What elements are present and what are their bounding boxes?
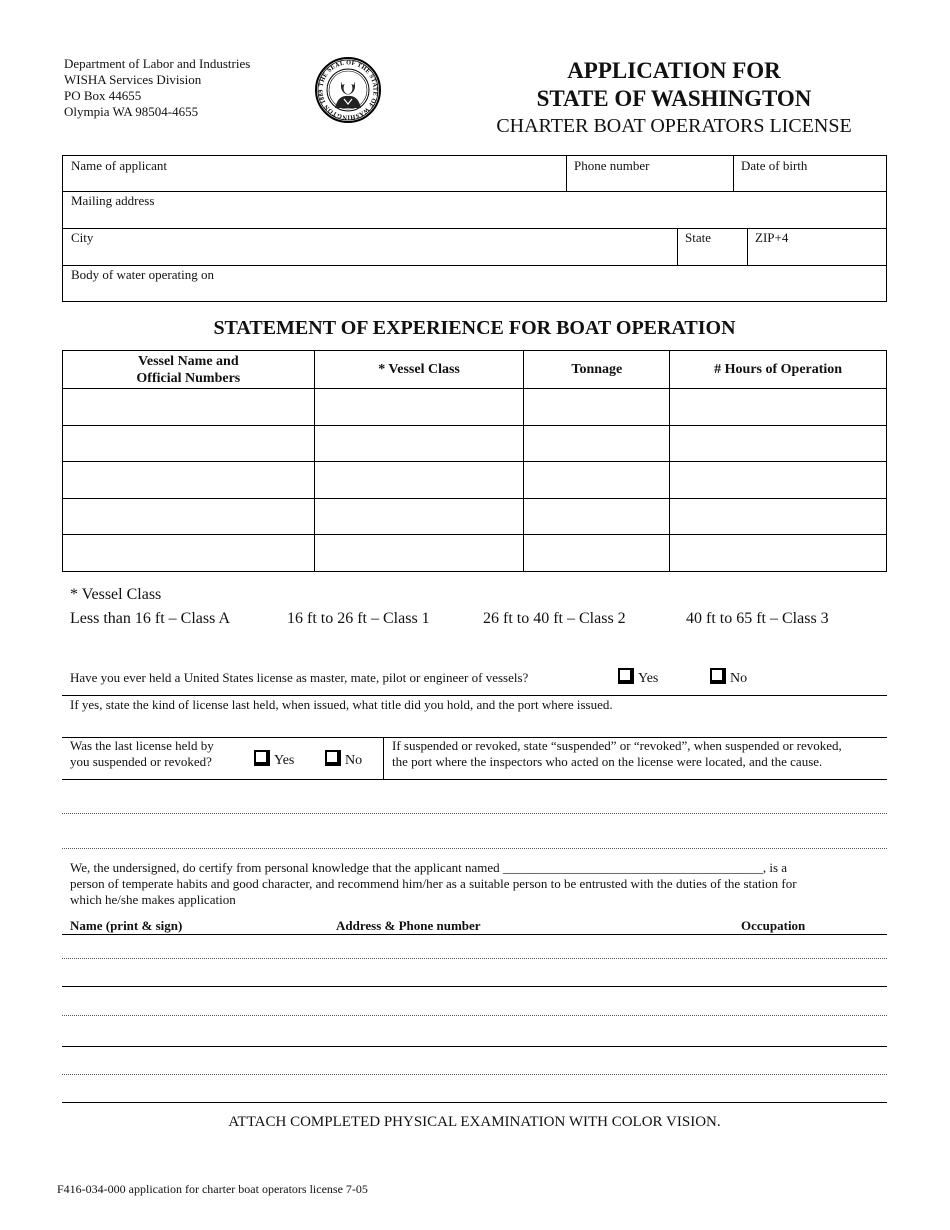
table-cell[interactable]	[670, 462, 887, 499]
title-line-1: APPLICATION FOR	[567, 58, 781, 83]
col-hours: # Hours of Operation	[670, 351, 887, 389]
date-of-birth-label: Date of birth	[741, 158, 808, 173]
table-cell[interactable]	[524, 389, 670, 426]
table-cell[interactable]	[63, 535, 315, 572]
table-row	[63, 389, 887, 426]
checkbox-no[interactable]	[710, 668, 726, 684]
signature-line[interactable]	[62, 958, 887, 959]
state-field[interactable]	[677, 228, 747, 265]
body-of-water-label: Body of water operating on	[71, 267, 214, 282]
zip-label: ZIP+4	[755, 230, 789, 245]
table-cell[interactable]	[63, 462, 315, 499]
license-yes-option[interactable]: Yes	[618, 668, 658, 687]
col-address-phone: Address & Phone number	[336, 918, 481, 933]
city-field[interactable]	[63, 228, 677, 265]
phone-number-label: Phone number	[574, 158, 650, 173]
department-address	[64, 56, 250, 120]
title-line-3: CHARTER BOAT OPERATORS LICENSE	[496, 115, 852, 137]
applicant-name-field[interactable]	[63, 156, 566, 191]
table-row	[63, 425, 887, 462]
dept-line: PO Box 44655	[64, 88, 142, 103]
vessel-class-heading: * Vessel Class	[70, 586, 162, 603]
svg-text:THE SEAL OF THE STATE OF WASHI: THE SEAL OF THE STATE OF WASHINGTON 1889	[317, 59, 379, 121]
table-cell[interactable]	[670, 498, 887, 535]
dept-line: Department of Labor and Industries	[64, 56, 251, 71]
vessel-class-3: 40 ft to 65 ft – Class 3	[686, 610, 829, 627]
dept-line: Olympia WA 98504-4655	[64, 104, 199, 119]
table-cell[interactable]	[524, 498, 670, 535]
table-cell[interactable]	[63, 498, 315, 535]
table-cell[interactable]	[670, 535, 887, 572]
question-license-details: If yes, state the kind of license last held, when issued, what title did you hold, and the port where issued.	[70, 697, 613, 712]
table-cell[interactable]	[314, 462, 524, 499]
table-row	[63, 462, 887, 499]
certification-text: We, the undersigned, do certify from personal knowledge that the applicant named ________________________________________, is a person of temperate habits and good character, and recommend him/her as a suitable person to be entrusted with the duties of the station for which he/she makes application	[70, 860, 797, 907]
state-seal-icon	[314, 56, 382, 124]
table-cell[interactable]	[314, 389, 524, 426]
divider	[62, 934, 887, 935]
divider	[62, 695, 887, 696]
table-cell[interactable]	[524, 425, 670, 462]
experience-table	[62, 350, 887, 572]
table-cell[interactable]	[524, 462, 670, 499]
state-label: State	[685, 230, 711, 245]
signature-line[interactable]	[62, 986, 887, 987]
suspended-yes-option[interactable]: Yes	[254, 750, 294, 769]
table-cell[interactable]	[670, 389, 887, 426]
col-vessel-class: * Vessel Class	[314, 351, 524, 389]
table-cell[interactable]	[63, 389, 315, 426]
table-cell[interactable]	[524, 535, 670, 572]
signature-line[interactable]	[62, 1074, 887, 1075]
signature-line[interactable]	[62, 1102, 887, 1103]
table-row	[63, 535, 887, 572]
question-license-held: Have you ever held a United States license as master, mate, pilot or engineer of vessels?	[70, 670, 529, 685]
applicant-name-label: Name of applicant	[71, 158, 168, 173]
zip-field[interactable]	[747, 228, 888, 265]
suspended-no-option[interactable]: No	[325, 750, 362, 769]
table-cell[interactable]	[314, 425, 524, 462]
applicant-info-box	[62, 155, 887, 302]
mailing-address-field[interactable]	[63, 191, 888, 228]
table-cell[interactable]	[314, 498, 524, 535]
col-vessel-name: Vessel Name and Official Numbers	[63, 351, 315, 389]
vessel-class-a: Less than 16 ft – Class A	[70, 610, 230, 627]
table-cell[interactable]	[670, 425, 887, 462]
table-cell[interactable]	[314, 535, 524, 572]
attach-instruction: ATTACH COMPLETED PHYSICAL EXAMINATION WITH COLOR VISION.	[228, 1114, 721, 1130]
col-occupation: Occupation	[741, 918, 806, 933]
city-label: City	[71, 230, 94, 245]
vessel-class-1: 16 ft to 26 ft – Class 1	[287, 610, 430, 627]
dept-line: WISHA Services Division	[64, 72, 202, 87]
body-of-water-field[interactable]	[63, 265, 888, 302]
title-line-2: STATE OF WASHINGTON	[536, 86, 812, 111]
checkbox-yes[interactable]	[254, 750, 270, 766]
divider	[383, 737, 384, 779]
col-tonnage: Tonnage	[524, 351, 670, 389]
checkbox-no[interactable]	[325, 750, 341, 766]
answer-line[interactable]	[62, 813, 887, 814]
vessel-class-2: 26 ft to 40 ft – Class 2	[483, 610, 626, 627]
license-no-option[interactable]: No	[710, 668, 747, 687]
answer-line[interactable]	[62, 848, 887, 849]
signature-line[interactable]	[62, 1046, 887, 1047]
form-title	[470, 57, 878, 139]
table-header-row	[63, 351, 887, 389]
table-row	[63, 498, 887, 535]
checkbox-yes[interactable]	[618, 668, 634, 684]
date-of-birth-field[interactable]	[733, 156, 888, 191]
question-suspended: Was the last license held by you suspended or revoked?	[70, 738, 214, 769]
mailing-address-label: Mailing address	[71, 193, 155, 208]
form-number: F416-034-000 application for charter boat operators license 7-05	[57, 1182, 368, 1196]
statement-title: STATEMENT OF EXPERIENCE FOR BOAT OPERATION	[213, 317, 736, 339]
table-cell[interactable]	[63, 425, 315, 462]
col-name-sign: Name (print & sign)	[70, 918, 183, 933]
divider	[62, 779, 887, 780]
signature-line[interactable]	[62, 1015, 887, 1016]
phone-number-field[interactable]	[566, 156, 733, 191]
suspended-instructions: If suspended or revoked, state “suspended” or “revoked”, when suspended or revoked, the port where the inspectors who acted on the license were located, and the cause.	[392, 738, 842, 769]
